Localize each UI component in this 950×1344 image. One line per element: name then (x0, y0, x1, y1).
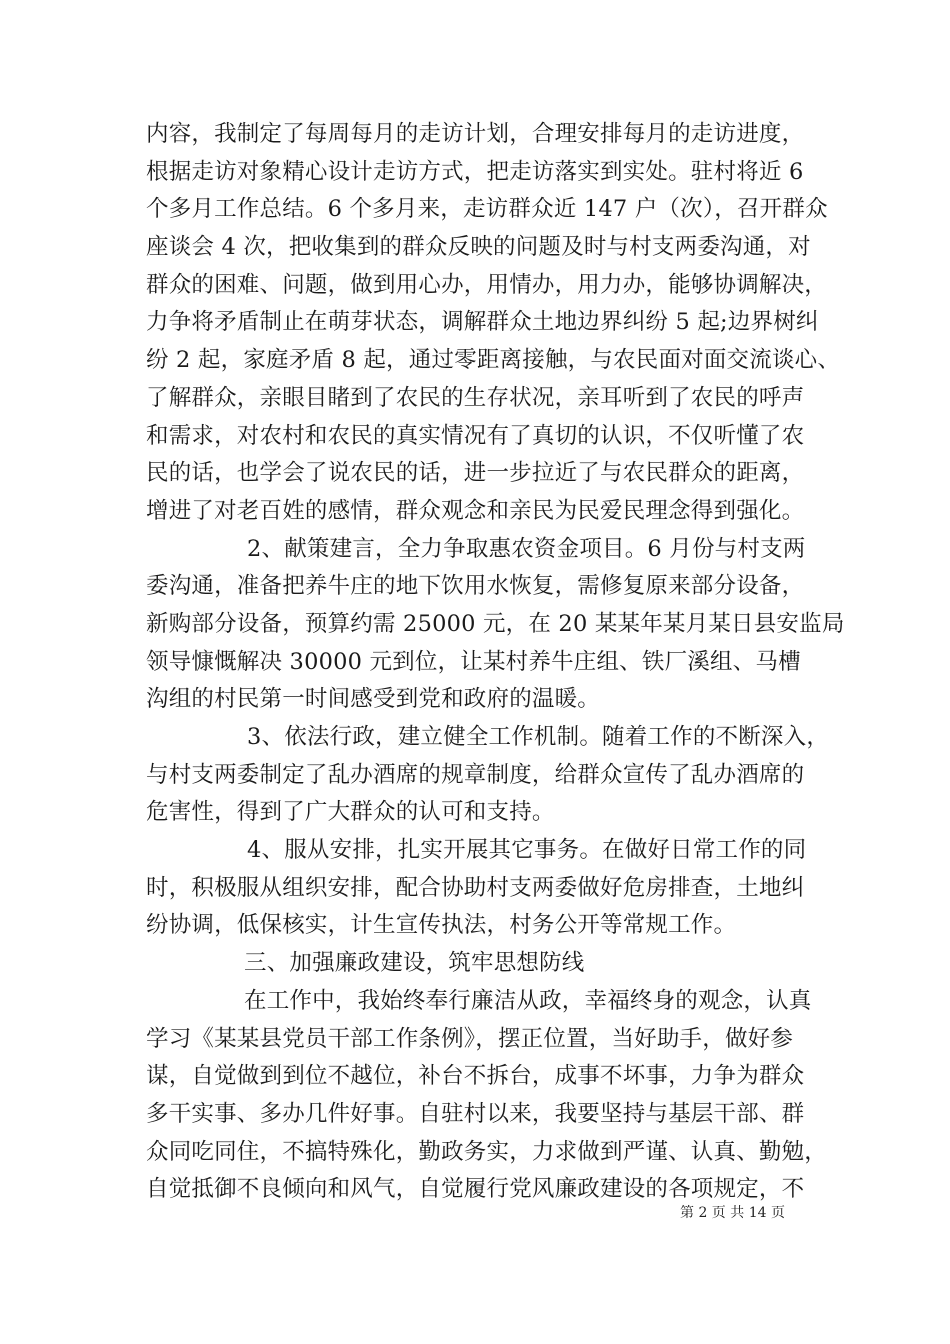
text-line: 与村支两委制定了乱办酒席的规章制度，给群众宣传了乱办酒席的 (146, 761, 805, 788)
text-line: 新购部分设备，预算约需 25000 元，在 20 某某年某月某日县安监局 (146, 610, 845, 637)
text-line: 根据走访对象精心设计走访方式，把走访落实到实处。驻村将近 6 (146, 158, 804, 185)
document-body (146, 116, 845, 1209)
text-line: 座谈会 4 次，把收集到的群众反映的问题及时与村支两委沟通，对 (146, 234, 811, 261)
text-line: 了解群众，亲眼目睹到了农民的生存状况，亲耳听到了农民的呼声 (146, 384, 805, 411)
text-line: 学习《某某县党员干部工作条例》，摆正位置，当好助手，做好参 (146, 1025, 794, 1052)
text-line: 民的话，也学会了说农民的话，进一步拉近了与农民群众的距离， (146, 460, 805, 487)
paragraph-start: 在工作中，我始终奉行廉洁从政，幸福终身的观念，认真 (244, 987, 812, 1014)
text-line: 委沟通，准备把养牛庄的地下饮用水恢复，需修复原来部分设备， (146, 573, 805, 600)
text-line: 多干实事、多办几件好事。自驻村以来，我要坚持与基层干部、群 (146, 1100, 805, 1127)
page-number: 第 2 页 共 14 页 (680, 1205, 785, 1221)
text-line: 增进了对老百姓的感情，群众观念和亲民为民爱民理念得到强化。 (146, 497, 805, 524)
text-line: 力争将矛盾制止在萌芽状态，调解群众土地边界纠纷 5 起;边界树纠 (146, 309, 819, 336)
text-line: 纷 2 起，家庭矛盾 8 起，通过零距离接触，与农民面对面交流谈心、 (146, 347, 841, 374)
text-line: 自觉抵御不良倾向和风气，自觉履行党风廉政建设的各项规定，不 (146, 1176, 805, 1203)
text-line: 沟组的村民第一时间感受到党和政府的温暖。 (146, 686, 601, 713)
text-line: 内容，我制定了每周每月的走访计划，合理安排每月的走访进度， (146, 121, 805, 147)
text-line: 众同吃同住，不搞特殊化，勤政务实，力求做到严谨、认真、勤勉， (146, 1138, 828, 1165)
text-line: 个多月工作总结。6 个多月来，走访群众近 147 户（次），召开群众 (146, 196, 828, 223)
text-line: 纷协调，低保核实，计生宣传执法，村务公开等常规工作。 (146, 912, 737, 939)
text-line: 群众的困难、问题，做到用心办，用情办，用力办，能够协调解决， (146, 271, 828, 298)
section-heading: 三、加强廉政建设，筑牢思想防线 (244, 950, 585, 977)
text-line: 时，积极服从组织安排，配合协助村支两委做好危房排查，土地纠 (146, 874, 805, 901)
paragraph-heading-2: 2、献策建言，全力争取惠农资金项目。6 月份与村支两 (247, 535, 806, 562)
text-line: 和需求，对农村和农民的真实情况有了真切的认识，不仅听懂了农 (146, 422, 805, 449)
text-line: 危害性，得到了广大群众的认可和支持。 (146, 799, 555, 826)
paragraph-heading-4: 4、服从安排，扎实开展其它事务。在做好日常工作的同 (247, 837, 807, 864)
paragraph-heading-3: 3、依法行政，建立健全工作机制。随着工作的不断深入， (247, 724, 830, 750)
text-line: 领导慷慨解决 30000 元到位，让某村养牛庄组、铁厂溪组、马槽 (146, 648, 801, 675)
text-line: 谋，自觉做到到位不越位，补台不拆台，成事不坏事，力争为群众 (146, 1063, 805, 1090)
